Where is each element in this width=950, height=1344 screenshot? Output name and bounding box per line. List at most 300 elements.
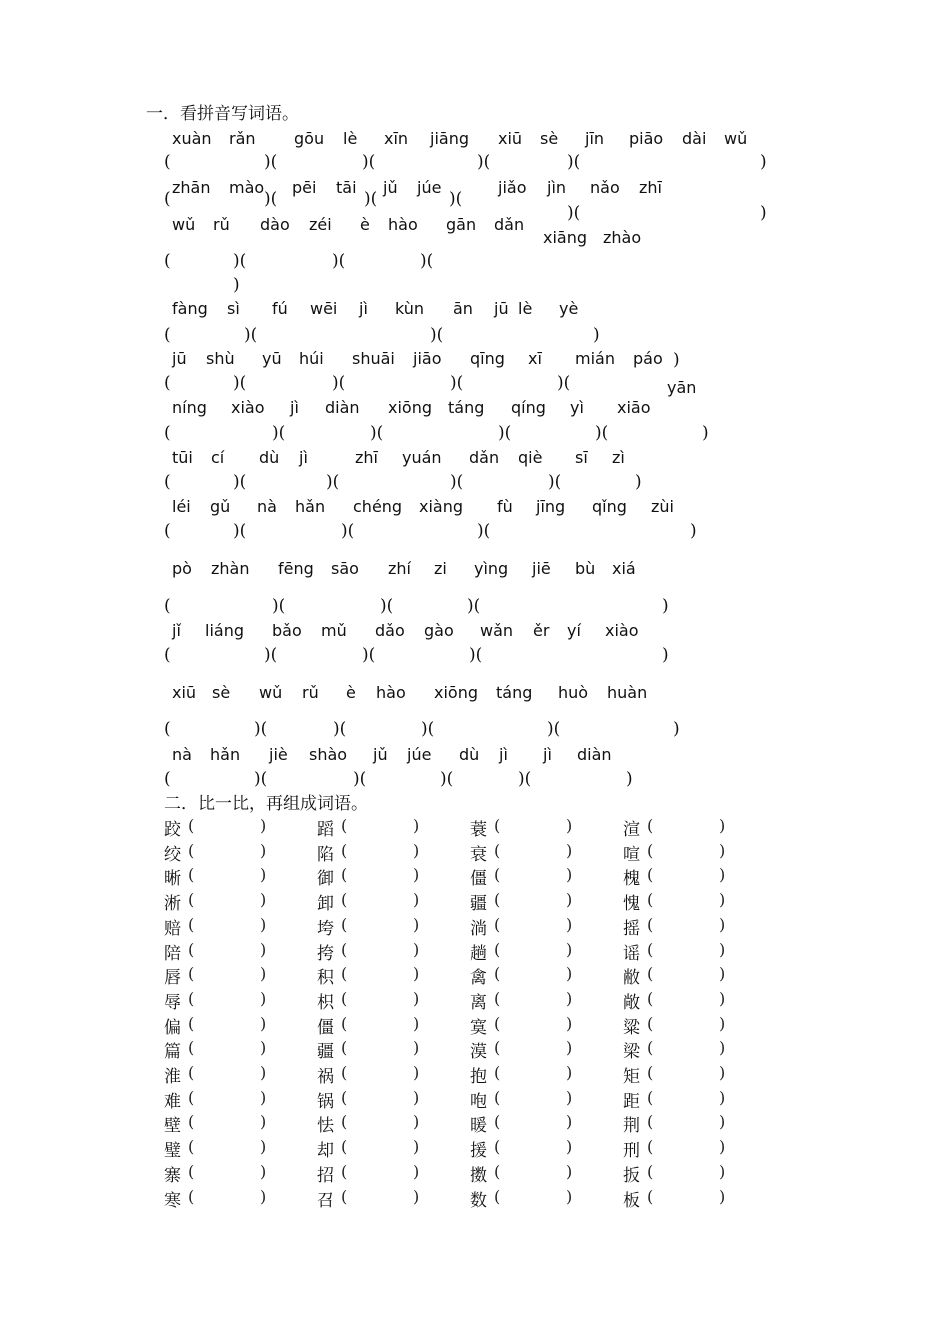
pinyin-syllable: xiāng — [543, 228, 588, 247]
open-bracket: ( — [188, 841, 195, 860]
compare-character: 疆 — [317, 1042, 334, 1062]
answer-blank-paren: )( — [353, 769, 367, 789]
answer-blank-paren: )( — [332, 373, 346, 393]
compare-character: 敞 — [623, 993, 640, 1013]
answer-blank-paren: ( — [164, 645, 171, 665]
pinyin-syllable: jǔ — [383, 178, 398, 197]
pinyin-syllable: zhàn — [211, 559, 250, 578]
answer-blank-paren: )( — [420, 251, 434, 271]
open-bracket: ( — [341, 1112, 348, 1131]
answer-blank-paren: )( — [548, 472, 562, 492]
compare-character: 禽 — [470, 968, 487, 988]
pinyin-syllable: zhí — [388, 559, 411, 578]
open-bracket: ( — [647, 841, 654, 860]
pinyin-syllable: diàn — [577, 745, 612, 764]
compare-character: 垮 — [317, 919, 334, 939]
open-bracket: ( — [188, 865, 195, 884]
answer-blank-paren: )( — [450, 373, 464, 393]
compare-character: 暖 — [470, 1116, 487, 1136]
pinyin-syllable: dǎn — [494, 215, 525, 234]
compare-character: 锅 — [317, 1092, 334, 1112]
open-bracket: ( — [188, 915, 195, 934]
open-bracket: ( — [494, 940, 501, 959]
open-bracket: ( — [341, 1162, 348, 1181]
compare-character: 刑 — [623, 1141, 640, 1161]
open-bracket: ( — [341, 1063, 348, 1082]
open-bracket: ( — [341, 865, 348, 884]
compare-character: 挎 — [317, 944, 334, 964]
open-bracket: ( — [647, 989, 654, 1008]
pinyin-syllable: xiá — [612, 559, 636, 578]
compare-character: 寒 — [164, 1191, 181, 1211]
open-bracket: ( — [341, 1137, 348, 1156]
answer-blank-paren: )( — [421, 719, 435, 739]
pinyin-syllable: gōu — [294, 129, 325, 148]
pinyin-syllable: zhào — [603, 228, 642, 247]
answer-blank-paren: )( — [547, 719, 561, 739]
open-bracket: ( — [647, 940, 654, 959]
pinyin-syllable: jì — [499, 745, 508, 764]
pinyin-syllable: zi — [434, 559, 447, 578]
answer-blank-paren: ( — [164, 521, 171, 541]
answer-blank-paren: )( — [264, 645, 278, 665]
compare-character: 祸 — [317, 1067, 334, 1087]
answer-blank-paren: )( — [362, 645, 376, 665]
open-bracket: ( — [494, 841, 501, 860]
close-bracket: ) — [566, 940, 573, 959]
close-bracket: ) — [413, 940, 420, 959]
compare-character: 敝 — [623, 968, 640, 988]
compare-character: 荆 — [623, 1116, 640, 1136]
compare-character: 漠 — [470, 1042, 487, 1062]
close-bracket: ) — [719, 816, 726, 835]
compare-character: 僵 — [317, 1018, 334, 1038]
close-bracket: ) — [260, 1014, 267, 1033]
pinyin-syllable: shuāi — [352, 349, 395, 368]
close-bracket: ) — [413, 964, 420, 983]
compare-character: 偏 — [164, 1018, 181, 1038]
pinyin-syllable: qīng — [470, 349, 505, 368]
compare-character: 怯 — [317, 1116, 334, 1136]
answer-blank-paren: ( — [164, 472, 171, 492]
open-bracket: ( — [494, 1162, 501, 1181]
pinyin-syllable: húi — [299, 349, 324, 368]
open-bracket: ( — [341, 841, 348, 860]
compare-character: 距 — [623, 1092, 640, 1112]
pinyin-syllable: wǎn — [480, 621, 514, 640]
pinyin-syllable: xiāo — [617, 398, 651, 417]
pinyin-syllable: zhī — [639, 178, 662, 197]
pinyin-syllable: zéi — [309, 215, 332, 234]
close-bracket: ) — [719, 1187, 726, 1206]
pinyin-syllable: bǎo — [272, 621, 302, 640]
pinyin-syllable: xī — [528, 349, 542, 368]
close-bracket: ) — [566, 1014, 573, 1033]
pinyin-syllable: rǔ — [302, 683, 319, 702]
answer-blank-paren: ) — [593, 325, 600, 345]
open-bracket: ( — [647, 915, 654, 934]
pinyin-syllable: nǎo — [590, 178, 620, 197]
open-bracket: ( — [494, 890, 501, 909]
pinyin-syllable: wēi — [310, 299, 338, 318]
pinyin-syllable: dài — [682, 129, 707, 148]
pinyin-syllable: nà — [172, 745, 192, 764]
close-bracket: ) — [719, 940, 726, 959]
pinyin-syllable: wǔ — [259, 683, 283, 702]
compare-character: 唇 — [164, 968, 181, 988]
compare-character: 数 — [470, 1191, 487, 1211]
compare-character: 喧 — [623, 845, 640, 865]
open-bracket: ( — [647, 964, 654, 983]
pinyin-syllable: sè — [540, 129, 559, 148]
pinyin-syllable: yè — [559, 299, 579, 318]
pinyin-syllable: sè — [212, 683, 231, 702]
pinyin-syllable: jiè — [269, 745, 288, 764]
close-bracket: ) — [719, 915, 726, 934]
close-bracket: ) — [566, 816, 573, 835]
answer-blank-paren: )( — [440, 769, 454, 789]
open-bracket: ( — [494, 964, 501, 983]
pinyin-syllable: sì — [227, 299, 240, 318]
close-bracket: ) — [566, 1038, 573, 1057]
pinyin-syllable: fēng — [278, 559, 314, 578]
open-bracket: ( — [188, 1014, 195, 1033]
answer-blank-paren: ) — [702, 423, 709, 443]
pinyin-syllable: hào — [376, 683, 406, 702]
compare-character: 擞 — [470, 1166, 487, 1186]
compare-character: 愧 — [623, 894, 640, 914]
close-bracket: ) — [260, 989, 267, 1008]
pinyin-syllable: zhān — [172, 178, 211, 197]
close-bracket: ) — [260, 1038, 267, 1057]
pinyin-syllable: piāo — [629, 129, 664, 148]
open-bracket: ( — [341, 890, 348, 909]
pinyin-syllable: fú — [272, 299, 288, 318]
answer-blank-paren: )( — [449, 189, 463, 209]
compare-character: 卸 — [317, 894, 334, 914]
open-bracket: ( — [188, 1038, 195, 1057]
pinyin-syllable: liáng — [205, 621, 244, 640]
compare-character: 壁 — [164, 1116, 181, 1136]
compare-character: 赔 — [164, 919, 181, 939]
answer-blank-paren: ( — [164, 596, 171, 616]
pinyin-syllable: shù — [206, 349, 235, 368]
open-bracket: ( — [647, 1063, 654, 1082]
close-bracket: ) — [260, 1088, 267, 1107]
compare-character: 板 — [623, 1191, 640, 1211]
pinyin-syllable: níng — [172, 398, 207, 417]
answer-blank-paren: )( — [272, 423, 286, 443]
answer-blank-paren: )( — [557, 373, 571, 393]
pinyin-syllable: yì — [570, 398, 584, 417]
pinyin-syllable: xiào — [231, 398, 265, 417]
pinyin-syllable: ān — [453, 299, 473, 318]
answer-blank-paren: )( — [450, 472, 464, 492]
pinyin-syllable: xīn — [384, 129, 409, 148]
open-bracket: ( — [647, 890, 654, 909]
answer-blank-paren: )( — [469, 645, 483, 665]
close-bracket: ) — [719, 989, 726, 1008]
compare-character: 槐 — [623, 869, 640, 889]
close-bracket: ) — [719, 890, 726, 909]
pinyin-syllable: wǔ — [724, 129, 748, 148]
compare-character: 绞 — [164, 845, 181, 865]
answer-blank-paren: )( — [264, 189, 278, 209]
pinyin-syllable: mǔ — [321, 621, 347, 640]
close-bracket: ) — [260, 841, 267, 860]
open-bracket: ( — [188, 1137, 195, 1156]
answer-blank-paren: )( — [326, 472, 340, 492]
open-bracket: ( — [188, 890, 195, 909]
answer-blank-paren: ( — [164, 719, 171, 739]
close-bracket: ) — [719, 1088, 726, 1107]
close-bracket: ) — [413, 1038, 420, 1057]
compare-character: 枳 — [317, 993, 334, 1013]
close-bracket: ) — [719, 841, 726, 860]
open-bracket: ( — [341, 915, 348, 934]
close-bracket: ) — [566, 989, 573, 1008]
open-bracket: ( — [647, 865, 654, 884]
close-bracket: ) — [413, 1063, 420, 1082]
open-bracket: ( — [341, 1038, 348, 1057]
compare-character: 晰 — [164, 869, 181, 889]
pinyin-syllable: è — [360, 215, 370, 234]
open-bracket: ( — [647, 1187, 654, 1206]
open-bracket: ( — [341, 1014, 348, 1033]
pinyin-syllable: è — [346, 683, 356, 702]
pinyin-syllable: jū — [494, 299, 509, 318]
compare-character: 渲 — [623, 820, 640, 840]
pinyin-syllable: qiè — [518, 448, 543, 467]
close-bracket: ) — [413, 1137, 420, 1156]
pinyin-syllable: tāi — [336, 178, 357, 197]
close-bracket: ) — [413, 1014, 420, 1033]
pinyin-syllable: xiàng — [419, 497, 464, 516]
answer-blank-paren: )( — [567, 152, 581, 172]
pinyin-syllable: xuàn — [172, 129, 212, 148]
open-bracket: ( — [188, 1088, 195, 1107]
compare-character: 淌 — [470, 919, 487, 939]
answer-blank-paren: ( — [164, 769, 171, 789]
pinyin-syllable: jì — [299, 448, 308, 467]
close-bracket: ) — [413, 841, 420, 860]
compare-character: 离 — [470, 993, 487, 1013]
pinyin-syllable: rǔ — [213, 215, 230, 234]
open-bracket: ( — [647, 1038, 654, 1057]
answer-blank-paren: )( — [254, 719, 268, 739]
pinyin-syllable: rǎn — [229, 129, 256, 148]
answer-blank-paren: )( — [264, 152, 278, 172]
open-bracket: ( — [647, 816, 654, 835]
pinyin-syllable: qíng — [511, 398, 546, 417]
compare-character: 陪 — [164, 944, 181, 964]
pinyin-syllable: sī — [575, 448, 588, 467]
pinyin-syllable: jiǎo — [498, 178, 527, 197]
answer-blank-paren: ) — [760, 203, 767, 223]
compare-character: 却 — [317, 1141, 334, 1161]
answer-blank-paren: ) — [662, 645, 669, 665]
pinyin-syllable: dù — [459, 745, 480, 764]
pinyin-syllable: kùn — [395, 299, 425, 318]
pinyin-syllable: yí — [567, 621, 581, 640]
pinyin-syllable: bù — [575, 559, 596, 578]
pinyin-syllable: jiē — [532, 559, 551, 578]
close-bracket: ) — [566, 841, 573, 860]
open-bracket: ( — [494, 1187, 501, 1206]
compare-character: 招 — [317, 1166, 334, 1186]
compare-character: 辱 — [164, 993, 181, 1013]
open-bracket: ( — [647, 1014, 654, 1033]
compare-character: 粱 — [623, 1018, 640, 1038]
close-bracket: ) — [413, 890, 420, 909]
pinyin-syllable: táng — [448, 398, 485, 417]
compare-character: 摇 — [623, 919, 640, 939]
pinyin-syllable: nà — [257, 497, 277, 516]
answer-blank-paren: )( — [364, 189, 378, 209]
close-bracket: ) — [719, 1162, 726, 1181]
answer-blank-paren: ) — [673, 350, 680, 370]
pinyin-syllable: cí — [211, 448, 225, 467]
answer-blank-paren: )( — [341, 521, 355, 541]
compare-character: 寨 — [164, 1166, 181, 1186]
close-bracket: ) — [260, 1162, 267, 1181]
open-bracket: ( — [188, 989, 195, 1008]
pinyin-syllable: zùi — [651, 497, 674, 516]
pinyin-syllable: zì — [612, 448, 625, 467]
pinyin-syllable: yìng — [474, 559, 509, 578]
answer-blank-paren: )( — [362, 152, 376, 172]
pinyin-syllable: páo — [633, 349, 663, 368]
compare-character: 蹈 — [317, 820, 334, 840]
close-bracket: ) — [260, 1063, 267, 1082]
compare-character: 难 — [164, 1092, 181, 1112]
answer-blank-paren: )( — [567, 203, 581, 223]
compare-character: 寞 — [470, 1018, 487, 1038]
open-bracket: ( — [647, 1162, 654, 1181]
open-bracket: ( — [341, 1088, 348, 1107]
pinyin-syllable: sāo — [331, 559, 359, 578]
compare-character: 梁 — [623, 1042, 640, 1062]
answer-blank-paren: )( — [518, 769, 532, 789]
answer-blank-paren: )( — [333, 719, 347, 739]
pinyin-syllable: lè — [518, 299, 533, 318]
answer-blank-paren: )( — [595, 423, 609, 443]
close-bracket: ) — [413, 989, 420, 1008]
pinyin-syllable: xiào — [605, 621, 639, 640]
compare-character: 扳 — [623, 1166, 640, 1186]
pinyin-syllable: shào — [309, 745, 348, 764]
open-bracket: ( — [494, 915, 501, 934]
pinyin-syllable: gào — [424, 621, 454, 640]
open-bracket: ( — [494, 1112, 501, 1131]
open-bracket: ( — [188, 1162, 195, 1181]
pinyin-syllable: dào — [260, 215, 290, 234]
close-bracket: ) — [566, 1063, 573, 1082]
close-bracket: ) — [260, 1137, 267, 1156]
open-bracket: ( — [188, 816, 195, 835]
answer-blank-paren: )( — [233, 521, 247, 541]
close-bracket: ) — [260, 816, 267, 835]
answer-blank-paren: )( — [370, 423, 384, 443]
close-bracket: ) — [566, 1162, 573, 1181]
answer-blank-paren: ( — [164, 189, 171, 209]
pinyin-syllable: táng — [496, 683, 533, 702]
pinyin-syllable: hào — [388, 215, 418, 234]
pinyin-syllable: lè — [343, 129, 358, 148]
pinyin-syllable: huàn — [607, 683, 648, 702]
compare-character: 璧 — [164, 1141, 181, 1161]
pinyin-syllable: xiū — [172, 683, 197, 702]
close-bracket: ) — [719, 1137, 726, 1156]
pinyin-syllable: xiōng — [434, 683, 478, 702]
pinyin-syllable: chéng — [353, 497, 403, 516]
pinyin-syllable: tūi — [172, 448, 193, 467]
compare-character: 咆 — [470, 1092, 487, 1112]
answer-blank-paren: ) — [626, 769, 633, 789]
pinyin-syllable: wǔ — [172, 215, 196, 234]
close-bracket: ) — [413, 1112, 420, 1131]
compare-character: 疆 — [470, 894, 487, 914]
pinyin-syllable: dù — [259, 448, 280, 467]
open-bracket: ( — [341, 816, 348, 835]
close-bracket: ) — [260, 964, 267, 983]
pinyin-syllable: mào — [229, 178, 265, 197]
answer-blank-paren: ) — [673, 719, 680, 739]
open-bracket: ( — [341, 989, 348, 1008]
close-bracket: ) — [566, 890, 573, 909]
pinyin-syllable: júe — [407, 745, 432, 764]
open-bracket: ( — [647, 1112, 654, 1131]
answer-blank-paren: ( — [164, 423, 171, 443]
close-bracket: ) — [566, 1187, 573, 1206]
open-bracket: ( — [188, 964, 195, 983]
compare-character: 谣 — [623, 944, 640, 964]
pinyin-syllable: zhī — [355, 448, 378, 467]
pinyin-syllable: yān — [667, 378, 697, 397]
close-bracket: ) — [719, 1063, 726, 1082]
pinyin-syllable: huò — [558, 683, 589, 702]
pinyin-syllable: yuán — [402, 448, 442, 467]
answer-blank-paren: ) — [690, 521, 697, 541]
answer-blank-paren: )( — [244, 325, 258, 345]
pinyin-syllable: jū — [172, 349, 187, 368]
answer-blank-paren: ( — [164, 325, 171, 345]
close-bracket: ) — [413, 1088, 420, 1107]
open-bracket: ( — [188, 940, 195, 959]
pinyin-syllable: hǎn — [295, 497, 326, 516]
pinyin-syllable: jì — [290, 398, 299, 417]
open-bracket: ( — [494, 1063, 501, 1082]
pinyin-syllable: jīn — [585, 129, 605, 148]
compare-character: 抱 — [470, 1067, 487, 1087]
answer-blank-paren: ) — [662, 596, 669, 616]
answer-blank-paren: )( — [477, 521, 491, 541]
close-bracket: ) — [413, 865, 420, 884]
compare-character: 衰 — [470, 845, 487, 865]
close-bracket: ) — [566, 865, 573, 884]
compare-character: 蓑 — [470, 820, 487, 840]
open-bracket: ( — [494, 1088, 501, 1107]
close-bracket: ) — [260, 940, 267, 959]
close-bracket: ) — [260, 890, 267, 909]
pinyin-syllable: mián — [575, 349, 615, 368]
answer-blank-paren: )( — [477, 152, 491, 172]
answer-blank-paren: )( — [254, 769, 268, 789]
compare-character: 积 — [317, 968, 334, 988]
answer-blank-paren: )( — [380, 596, 394, 616]
answer-blank-paren: )( — [272, 596, 286, 616]
pinyin-syllable: fù — [497, 497, 513, 516]
